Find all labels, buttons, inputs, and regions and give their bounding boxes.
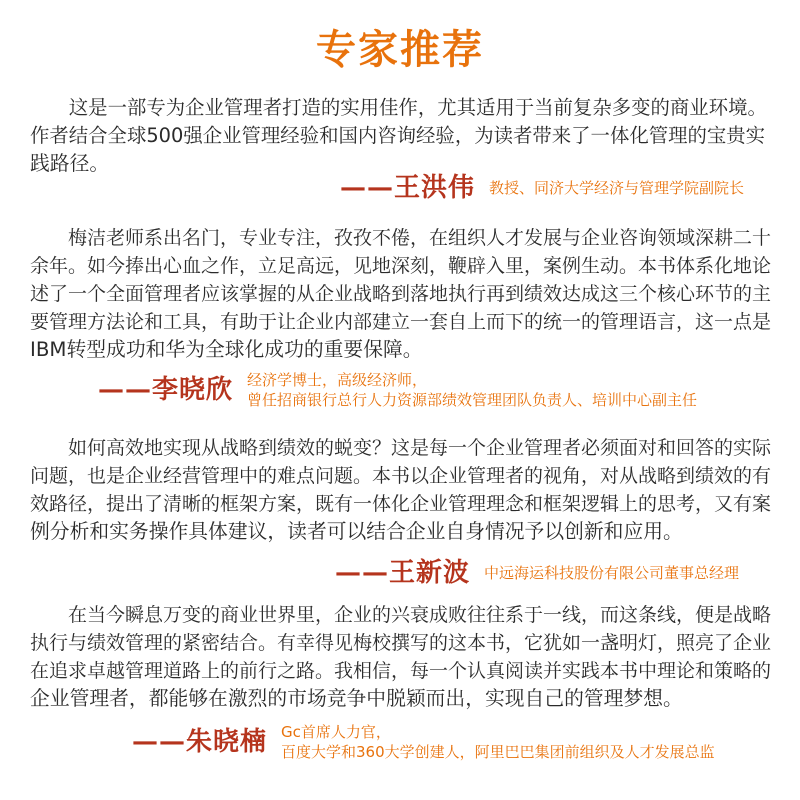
text-line: 梅洁老师系出名门，专业专注，孜孜不倦，在组织人才发展与企业咨询领域深耕二十 bbox=[68, 227, 772, 249]
signature-title bbox=[247, 370, 697, 410]
text-line: IBM转型成功和华为全球化成功的重要保障。 bbox=[30, 338, 423, 361]
title-line: 百度大学和360大学创建人，阿里巴巴集团前组织及人才发展总监 bbox=[281, 743, 715, 761]
title-line: 曾任招商银行总行人力资源部绩效管理团队负责人、培训中心副主任 bbox=[247, 391, 698, 409]
signature-title bbox=[484, 563, 739, 583]
recommendation-text bbox=[30, 601, 772, 713]
signature-4 bbox=[132, 722, 715, 762]
text-line: 作者结合全球500强企业管理经验和国内咨询经验，为读者带来了一体化管理的宝贵实 bbox=[30, 124, 766, 147]
text-line: 践路径。 bbox=[30, 152, 110, 175]
text-line: 在当今瞬息万变的商业世界里，企业的兴衰成败往往系于一线，而这条线，便是战略 bbox=[68, 604, 772, 626]
title-line: 经济学博士，高级经济师， bbox=[247, 371, 428, 389]
signature-name: 王洪伟 bbox=[394, 173, 476, 203]
recommendation-text bbox=[30, 224, 772, 364]
signature-2 bbox=[98, 370, 697, 410]
text-line: 企业管理者，都能够在激烈的市场竞争中脱颖而出，实现自己的管理梦想。 bbox=[30, 687, 683, 710]
text-line: 要管理方法论和工具，有助于让企业内部建立一套自上而下的统一的管理语言，这一点是 bbox=[30, 311, 772, 333]
text-line: 问题，也是企业经营管理中的难点问题。本书以企业管理者的视角，对从战略到绩效的有 bbox=[30, 465, 772, 487]
signature-dash: —— bbox=[340, 173, 394, 203]
text-line: 效路径，提出了清晰的框架方案，既有一体化企业管理理念和框架逻辑上的思考，又有案 bbox=[30, 493, 772, 515]
signature-1 bbox=[340, 173, 744, 203]
recommendation-4 bbox=[30, 601, 772, 713]
signature-dash: —— bbox=[132, 727, 186, 757]
text-line: 执行与绩效管理的紧密结合。有幸得见梅校撰写的这本书，它犹如一盏明灯，照亮了企业 bbox=[30, 632, 772, 654]
recommendation-text bbox=[30, 434, 772, 546]
signature-dash: —— bbox=[98, 375, 152, 405]
title-line: Gc首席人力官， bbox=[281, 723, 391, 741]
text-line: 述了一个全面管理者应该掌握的从企业战略到落地执行再到绩效达成这三个核心环节的主 bbox=[30, 283, 772, 305]
title-line: 中远海运科技股份有限公司董事总经理 bbox=[484, 564, 740, 582]
recommendation-2 bbox=[30, 224, 772, 364]
text-line: 在追求卓越管理道路上的前行之路。我相信，每一个认真阅读并实践本书中理论和策略的 bbox=[30, 660, 772, 682]
signature-title bbox=[281, 722, 715, 762]
text-line: 余年。如今捧出心血之作，立足高远，见地深刻，鞭辟入里，案例生动。本书体系化地论 bbox=[30, 255, 772, 277]
signature-name: 李晓欣 bbox=[152, 375, 234, 405]
signature-dash: —— bbox=[335, 558, 389, 588]
signature-3 bbox=[335, 558, 739, 588]
text-line: 例分析和实务操作具体建议，读者可以结合企业自身情况予以创新和应用。 bbox=[30, 520, 683, 543]
text-line: 如何高效地实现从战略到绩效的蜕变？这是每一个企业管理者必须面对和回答的实际 bbox=[68, 437, 772, 459]
signature-title bbox=[489, 178, 744, 198]
text-line: 这是一部专为企业管理者打造的实用佳作，尤其适用于当前复杂多变的商业环境。 bbox=[68, 96, 767, 119]
signature-name: 王新波 bbox=[389, 558, 471, 588]
recommendation-3 bbox=[30, 434, 772, 546]
signature-name: 朱晓楠 bbox=[186, 727, 268, 757]
recommendation-1 bbox=[30, 94, 772, 178]
title-line: 教授、同济大学经济与管理学院副院长 bbox=[489, 179, 745, 197]
recommendation-text bbox=[30, 94, 772, 178]
page-title: 专家推荐 bbox=[316, 27, 484, 73]
